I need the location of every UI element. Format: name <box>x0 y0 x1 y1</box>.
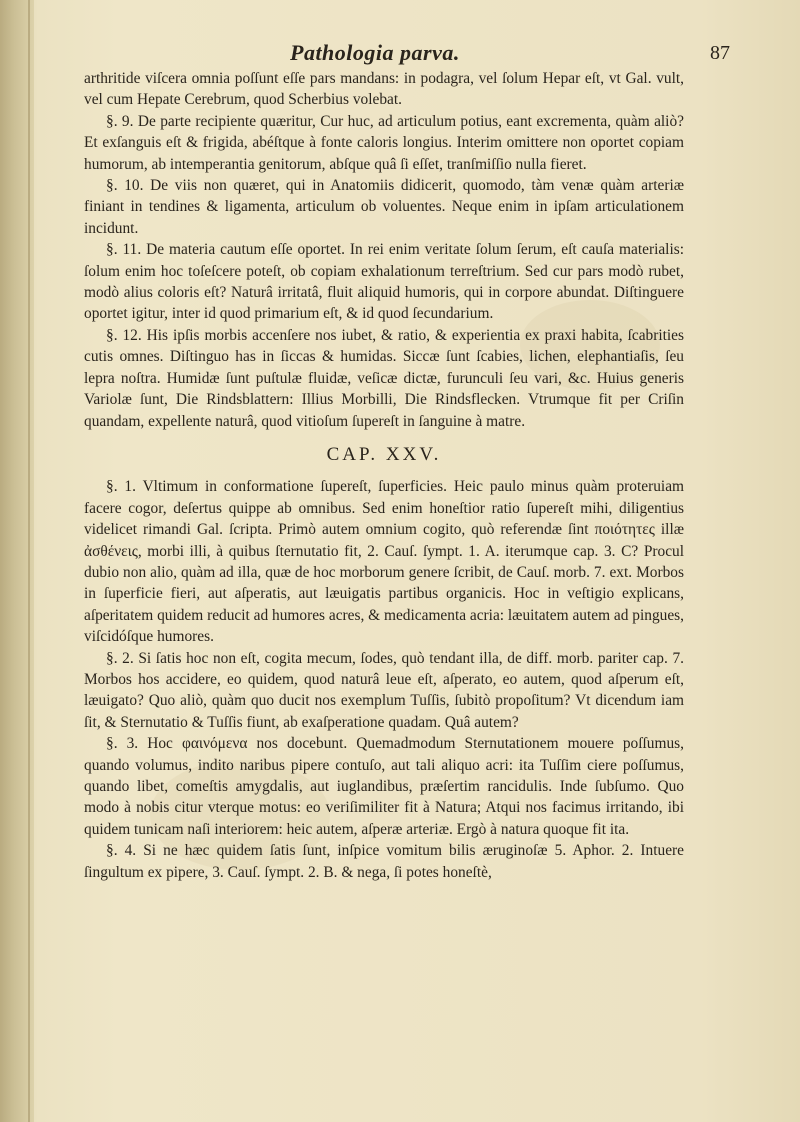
page-number: 87 <box>710 42 730 64</box>
gutter-line <box>28 0 30 1122</box>
paragraph: arthritide viſcera omnia poſſunt eſſe pars mandans: in podagra, vel ſolum Hepar eſt, vt Gal. vult, vel cum Hepate Cerebrum, quod Scherbius volebat. <box>84 70 684 109</box>
running-title: Pathologia parva. <box>290 40 460 65</box>
paragraph: §. 10. De viis non quæret, qui in Anatomiis didicerit, quomodo, tàm venæ quàm arteriæ finiant in tendines & ligamenta, articulum ob voluentes. Neque enim in ipſam articulationem incidunt. <box>84 177 684 237</box>
page-header <box>60 40 730 70</box>
paragraph: §. 1. Vltimum in conformatione ſupereſt, ſuperficies. Heic paulo minus quàm proteruiam facere cogor, deſertus quippe ab omnibus. Sed enim honeſtior ratio ſupereſt mihi, diligentius videlicet rimandi Gal. ſcripta. Primò autem omnium cogito, quò referendæ ſint ποιότητες illæ ἀσθένεις, morbi illi, à quibus ſternutatio fit, 2. Cauſ. ſympt. 1. A. iterumque cap. 3. C? Procul dubio non alio, quàm ad illa, quæ de hoc morborum genere ſcribit, de Cauſ. morb. 7. ext. Morbos in ſuperficie fieri, aut aſperatis, aut læuigatis partibus organicis. Hoc in veſtigio explicans, aſperitatem quidem reducit ad humores acres, & medicamenta acria: læuitatem autem ad pingues, viſcidóſque humores. <box>84 478 685 646</box>
paragraph: §. 9. De parte recipiente quæritur, Cur huc, ad articulum potius, eant excrementa, quàm aliò? Et exſanguis eſt & frigida, abéſtque à fonte caloris longius. Interim omittere non oportet copiam humorum, ab intemperantia genitorum, abſque quâ ſi eſſet, tranſmiſſio nulla fieret. <box>84 112 684 173</box>
paragraph: §. 12. His ipſis morbis accenſere nos iubet, & ratio, & experientia ex praxi habita, ſcabrities cutis omnes. Diſtinguo has in ſiccas & humidas. Siccæ ſunt ſcabies, lichen, elephantiaſis, ſeu lepra noſtra. Humidæ ſunt puſtulæ fluidæ, veſicæ dictæ, furunculi ſeu vari, &c. Huius generis Variolæ ſunt, Die Rindsblattern: Illius Morbilli, Die Rindsflecken. Vtrumque fit per Criſin quandam, expellente naturâ, quod vitioſum ſupereſt in ſanguine à matre. <box>84 326 684 430</box>
chapter-heading: CAP. XXV. <box>326 443 442 465</box>
text-block <box>84 68 684 883</box>
paragraph: §. 4. Si ne hæc quidem ſatis ſunt, inſpice vomitum bilis æruginoſæ 5. Aphor. 2. Intuere ſingultum ex pipere, 3. Cauſ. ſympt. 2. B. & nega, ſi potes honeſtè, <box>84 842 684 881</box>
paragraph: §. 11. De materia cautum eſſe oportet. In rei enim veritate ſolum ſerum, eſt cauſa materialis: ſolum enim hoc toſeſcere poteſt, ob copiam exhalationum terreſtrium. Sed cur pars modò rubet, modò alius coloris eſt? Naturâ irritatâ, fluit aliquid humoris, qui in corpore abundat. Diſtinguere oportet igitur, inter id quod primarium eſt, & id quod ſecundarium. <box>84 241 684 323</box>
paragraph: §. 3. Hoc φαινόμενα nos docebunt. Quemadmodum Sternutationem mouere poſſumus, quando volumus, indito naribus pipere contuſo, aut tali aliquo acri: ita Tuſſim ciere poſſumus, quando libet, comeſtis amygdalis, aut iuglandibus, præſertim rancidulis. Inde ſubſumo. Quo modo à nobis citur vterque motus: eo veriſimiliter fit à Natura; Atqui nos facimus irritando, ibi quidem tunicam naſi interiorem: heic autem, aſperæ arteriæ. Ergò à natura quoque fit ita. <box>84 735 684 838</box>
paragraph: §. 2. Si ſatis hoc non eſt, cogita mecum, ſodes, quò tendant illa, de diff. morb. pariter cap. 7. Morbos hos accidere, eo quidem, quod naturâ leue eſt, aſperato, eo autem, quod aſperum eſt, læuigato? Quo aliò, quàm quo ducit nos exemplum Tuſſis, ſubitò propoſitum? Vt dicendum iam ſit, & Sternutatio & Tuſſis fiunt, ab exaſperatione quadam. Quâ autem? <box>84 649 684 731</box>
